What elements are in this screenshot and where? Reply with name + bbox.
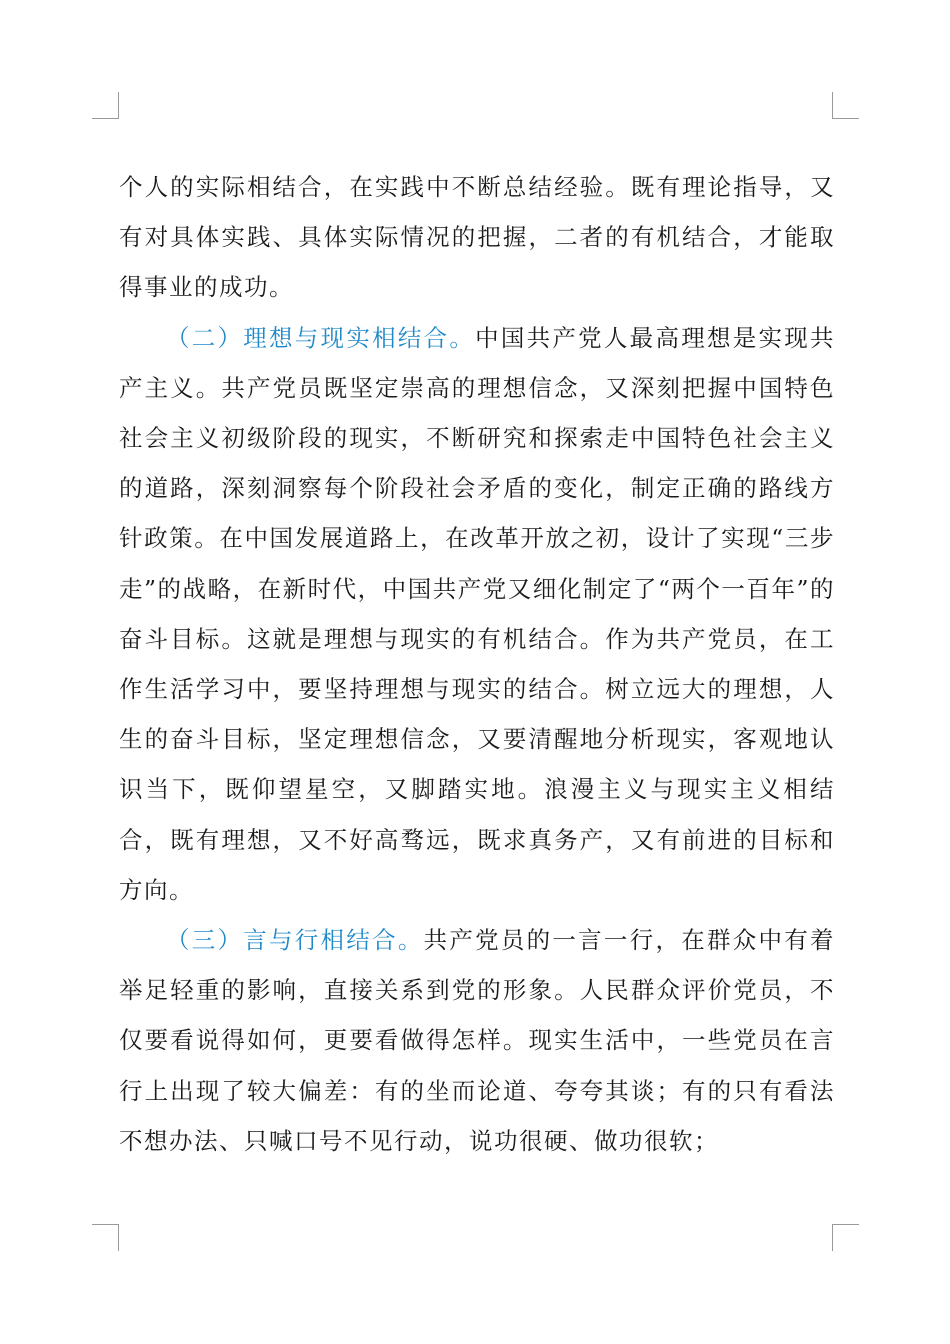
paragraph-continued <box>119 162 835 313</box>
paragraph-text: 共产党员的一言一行，在群众中有着举足轻重的影响，直接关系到党的形象。人民群众评价党员，不仅要看说得如何，更要看做得怎样。现实生活中，一些党员在言行上出现了较大偏差：有的坐而论道、夸夸其谈；有的只有看法不想办法、只喊口号不见行动，说功很硬、做功很软； <box>119 926 836 1155</box>
paragraph-ideal-and-reality <box>119 313 835 915</box>
section-heading: （三）言与行相结合。 <box>166 926 424 955</box>
section-heading: （二）理想与现实相结合。 <box>166 323 476 352</box>
crop-mark-top-right <box>832 92 859 119</box>
crop-mark-bottom-left <box>92 1224 119 1251</box>
paragraph-text: 个人的实际相结合，在实践中不断总结经验。既有理论指导，又有对具体实践、具体实际情况的把握，二者的有机结合，才能取得事业的成功。 <box>119 173 835 302</box>
crop-mark-bottom-right <box>832 1224 859 1251</box>
paragraph-word-and-deed <box>119 915 835 1166</box>
document-body <box>119 162 835 1166</box>
crop-mark-top-left <box>92 92 119 119</box>
paragraph-text: 中国共产党人最高理想是实现共产主义。共产党员既坚定崇高的理想信念，又深刻把握中国特色社会主义初级阶段的现实，不断研究和探索走中国特色社会主义的道路，深刻洞察每个阶段社会矛盾的变化，制定正确的路线方针政策。在中国发展道路上，在改革开放之初，设计了实现“三步走”的战略，在新时代，中国共产党又细化制定了“两个一百年”的奋斗目标。这就是理想与现实的有机结合。作为共产党员，在工作生活学习中，要坚持理想与现实的结合。树立远大的理想，人生的奋斗目标，坚定理想信念，又要清醒地分析现实，客观地认识当下，既仰望星空，又脚踏实地。浪漫主义与现实主义相结合，既有理想，又不好高骛远，既求真务产，又有前进的目标和方向。 <box>119 323 836 904</box>
